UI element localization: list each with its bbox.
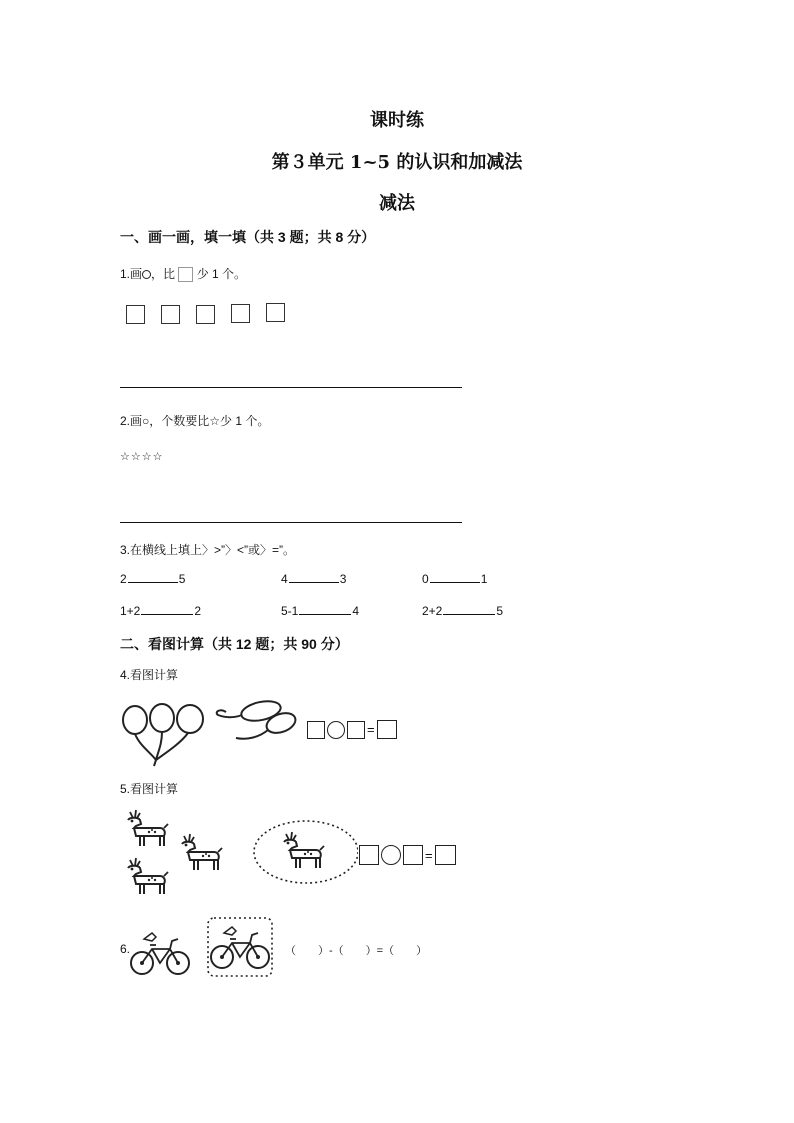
q1-mid: ，比 <box>151 267 176 281</box>
bicycles-picture <box>128 915 278 979</box>
compare-item: 2 5 <box>120 572 186 586</box>
question-5-label: 5.看图计算 <box>120 782 179 796</box>
worksheet-title: 课时练 <box>370 110 424 131</box>
equation-q5 <box>359 845 456 865</box>
deer-picture <box>118 804 358 904</box>
deer-icon <box>182 834 222 870</box>
star-row: ☆☆☆☆ <box>120 451 164 463</box>
bicycle-icon <box>131 933 189 974</box>
answer-box[interactable] <box>377 720 397 739</box>
q1-suffix: 少 1 个。 <box>196 267 247 281</box>
balloon-icon <box>177 705 203 733</box>
dashed-oval <box>254 821 358 883</box>
answer-box[interactable] <box>435 845 456 865</box>
balloons-picture <box>118 698 303 768</box>
compare-blank[interactable] <box>430 572 480 583</box>
balloon-icon <box>240 698 283 724</box>
compare-item: 0 1 <box>422 572 488 586</box>
deer-icon <box>128 858 168 894</box>
equals-sign: = <box>425 847 433 863</box>
answer-box[interactable] <box>307 721 325 739</box>
balloon-icon <box>150 704 174 732</box>
circle-icon <box>142 270 151 279</box>
question-2: 2.画○，个数要比☆少 1 个。 <box>120 414 270 428</box>
section2-heading: 二、看图计算（共 12 题；共 90 分） <box>120 636 349 652</box>
q1-prefix: 1.画 <box>120 267 143 281</box>
compare-item: 5-1 4 <box>281 604 360 618</box>
square-icon <box>196 305 215 324</box>
compare-item: 1+2 2 <box>120 604 202 618</box>
lesson-title: 减法 <box>379 193 415 214</box>
compare-blank[interactable] <box>299 604 351 615</box>
question-3: 3.在横线上填上〉>”〉<”或〉=”。 <box>120 543 296 557</box>
compare-blank[interactable] <box>141 604 193 615</box>
square-icon <box>178 267 193 282</box>
deer-icon <box>284 832 324 868</box>
operator-circle[interactable] <box>327 721 345 739</box>
section1-heading: 一、画一画，填一填（共 3 题；共 8 分） <box>120 229 376 245</box>
bicycle-icon <box>211 927 269 968</box>
square-icon <box>231 304 250 323</box>
balloon-icon <box>264 709 298 736</box>
compare-blank[interactable] <box>289 572 339 583</box>
compare-item: 4 3 <box>281 572 347 586</box>
equals-sign: = <box>367 722 375 737</box>
square-icon <box>161 305 180 324</box>
question-4-label: 4.看图计算 <box>120 668 179 682</box>
answer-line-q2[interactable] <box>120 522 462 523</box>
square-icon <box>126 305 145 324</box>
q6-formula[interactable]: （ ）-（ ）=（ ） <box>285 945 428 957</box>
answer-box[interactable] <box>403 845 423 865</box>
deer-icon <box>128 810 168 846</box>
question-1 <box>120 265 246 282</box>
square-icon <box>266 303 285 322</box>
operator-circle[interactable] <box>381 845 401 865</box>
equation-q4 <box>307 720 397 739</box>
balloon-icon <box>123 706 147 734</box>
compare-blank[interactable] <box>443 604 495 615</box>
compare-item: 2+2 5 <box>422 604 504 618</box>
answer-line-q1[interactable] <box>120 387 462 388</box>
answer-box[interactable] <box>359 845 379 865</box>
answer-box[interactable] <box>347 721 365 739</box>
unit-subtitle: 第３单元 1~5 的认识和加减法 <box>271 152 523 173</box>
compare-blank[interactable] <box>128 572 178 583</box>
question-6-label: 6. <box>120 942 131 956</box>
